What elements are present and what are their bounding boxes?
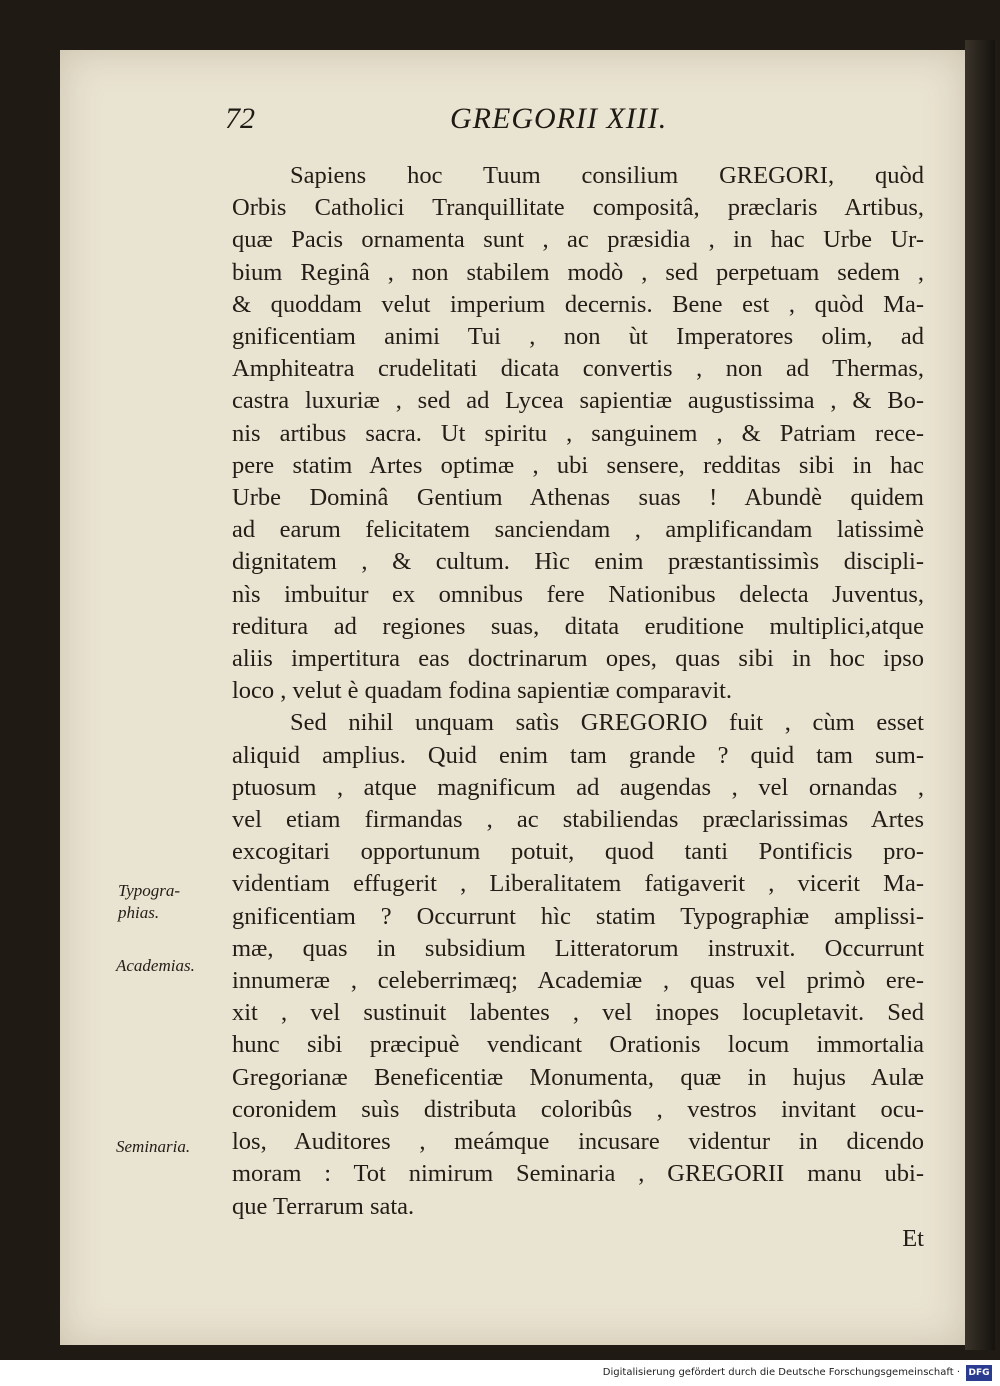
text-line: bium Reginâ , non stabilem modò , sed perpetuam sedem , (232, 258, 924, 286)
text-line: mæ, quas in subsidium Litteratorum instruxit. Occurrunt (232, 934, 924, 962)
page-number: 72 (225, 102, 255, 135)
marginal-note-typographias (118, 880, 180, 924)
text-line: Amphiteatra crudelitati dicata convertis , non ad Thermas, (232, 355, 924, 383)
catchword: Et (902, 1224, 924, 1252)
text-line: aliquid amplius. Quid enim tam grande ? quid tam sum- (232, 741, 924, 769)
text-line: Orbis Catholici Tranquillitate compositâ, præclaris Artibus, (232, 194, 924, 222)
text-line: moram : Tot nimirum Seminaria , GREGORII manu ubi- (232, 1160, 924, 1188)
text-line: ad earum felicitatem sanciendam , amplificandam latissimè (232, 516, 924, 544)
marginal-typographias-line-2: phias. (118, 903, 160, 922)
text-line: reditura ad regiones suas, ditata eruditione multiplici,atque (232, 612, 924, 640)
body-text (232, 160, 924, 1255)
running-head: GREGORII XIII. (450, 102, 668, 135)
footer-credit: Digitalisierung gefördert durch die Deutsche Forschungsgemeinschaft · (602, 1367, 960, 1378)
text-line: aliis impertitura eas doctrinarum opes, quas sibi in hoc ipso (232, 645, 924, 673)
text-line: videntiam effugerit , Liberalitatem fatigaverit , vicerit Ma- (232, 870, 924, 898)
text-line: Urbe Dominâ Gentium Athenas suas ! Abundè quidem (232, 484, 924, 512)
text-line: que Terrarum sata. (232, 1192, 415, 1220)
text-line: excogitari opportunum potuit, quod tanti Pontificis pro- (232, 838, 924, 866)
text-line: los, Auditores , meámque incusare videntur in dicendo (232, 1128, 924, 1156)
text-line: gnificentiam animi Tui , non ùt Imperatores olim, ad (232, 323, 924, 351)
text-line: gnificentiam ? Occurrunt hìc statim Typographiæ amplissi- (232, 902, 924, 930)
marginal-note-seminaria (116, 1136, 190, 1158)
page-header (225, 102, 925, 142)
text-line: quæ Pacis ornamenta sunt , ac præsidia , in hac Urbe Ur- (232, 226, 924, 254)
dfg-logo: DFG (966, 1365, 992, 1381)
text-line: nis artibus sacra. Ut spiritu , sanguinem , & Patriam rece- (232, 419, 924, 447)
text-line: nìs imbuitur ex omnibus fere Nationibus delecta Juventus, (232, 580, 924, 608)
marginal-typographias-line-1: Typogra- (118, 881, 181, 900)
page-edge (965, 40, 995, 1350)
text-line: castra luxuriæ , sed ad Lycea sapientiæ augustissima , & Bo- (232, 387, 924, 415)
marginal-academias: Academias. (116, 956, 195, 975)
text-line: hunc sibi præcipuè vendicant Orationis locum immortalia (232, 1031, 924, 1059)
text-line: Sed nihil unquam satìs GREGORIO fuit , cùm esset (290, 709, 924, 737)
text-line: loco , velut è quadam fodina sapientiæ comparavit. (232, 677, 733, 705)
text-line: coronidem suìs distributa coloribûs , vestros invitant ocu- (232, 1095, 924, 1123)
text-line: vel etiam firmandas , ac stabiliendas præclarissimas Artes (232, 806, 924, 834)
text-line: dignitatem , & cultum. Hìc enim præstantissimìs discipli- (232, 548, 924, 576)
text-line: Sapiens hoc Tuum consilium GREGORI, quòd (290, 162, 924, 189)
text-line: & quoddam velut imperium decernis. Bene est , quòd Ma- (232, 290, 924, 318)
digitization-footer (0, 1363, 1000, 1386)
marginal-note-academias (116, 955, 195, 977)
text-line: Gregorianæ Beneficentiæ Monumenta, quæ in hujus Aulæ (232, 1063, 924, 1091)
text-line: pere statim Artes optimæ , ubi sensere, redditas sibi in hac (232, 451, 924, 479)
text-line: xit , vel sustinuit labentes , vel inopes locupletavit. Sed (232, 999, 924, 1027)
marginal-seminaria: Seminaria. (116, 1137, 191, 1156)
text-line: innumeræ , celeberrimæq; Academiæ , quas vel primò ere- (232, 967, 924, 995)
text-line: ptuosum , atque magnificum ad augendas , vel ornandas , (232, 773, 924, 801)
